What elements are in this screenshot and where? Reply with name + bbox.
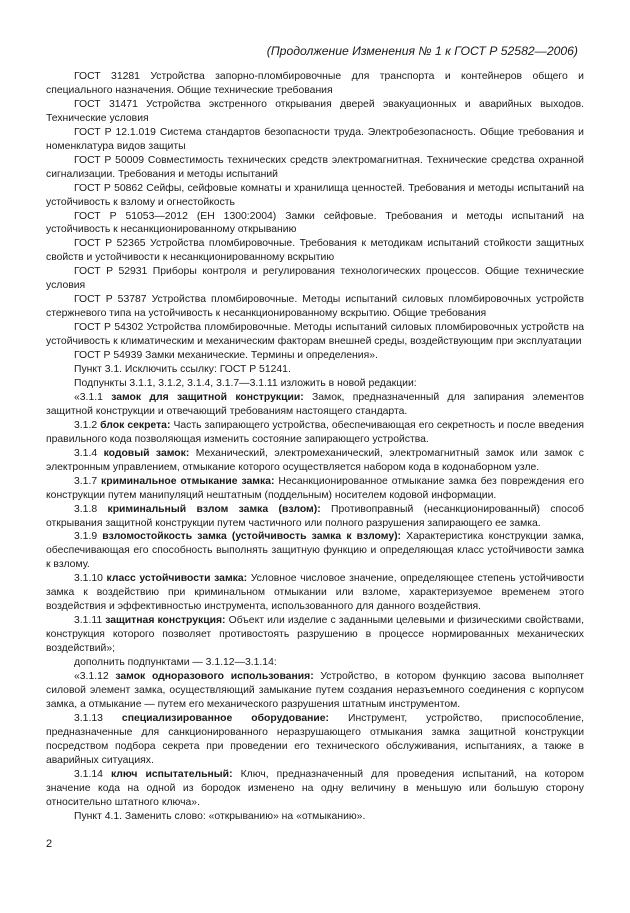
definition-3-1-4: 3.1.4 кодовый замок: Механический, электромеханический, электромагнитный замок или замок с электронным управлением, отмыкание которого осуществляется набором кода в кодонаборном узле.	[46, 447, 584, 473]
definition-3-1-14: 3.1.14 ключ испытательный: Ключ, предназначенный для проведения испытаний, на котором значение кода на одной из бородок изменено на одну величину в меньшую или большую сторону относительно штатного ключа».	[46, 768, 584, 808]
paragraph-ref-52365: ГОСТ Р 52365 Устройства пломбировочные. Требования к методикам испытаний стойкости защитных свойств и устойчивости к несанкционированному вскрытию	[46, 238, 584, 264]
term: специализированное оборудование:	[121, 712, 329, 724]
term: блок секрета:	[100, 419, 171, 431]
term: ключ испытательный:	[110, 768, 233, 780]
term: замок для защитной конструкции:	[111, 391, 304, 403]
paragraph-ref-50009: ГОСТ Р 50009 Совместимость технических средств электромагнитная. Технические средства охранной сигнализации. Требования и методы испытаний	[46, 154, 584, 180]
paragraph-ref-54939: ГОСТ Р 54939 Замки механические. Термины и определения».	[74, 350, 378, 362]
term: взломостойкость замка (устойчивость замка к взлому):	[102, 531, 402, 543]
definition-3-1-2: 3.1.2 блок секрета: Часть запирающего устройства, обеспечивающая его секретность и после введения правильного кода позволяющая изменить состояние запирающего устройства.	[46, 419, 585, 445]
page-number: 2	[46, 838, 53, 850]
definition-3-1-11: 3.1.11 защитная конструкция: Объект или изделие с заданными целевыми и физическими свойствами, конструкция которого позволяет противостоять разрушению в процессе нормированных механических воздействий»;	[46, 615, 584, 655]
term: класс устойчивости замка:	[106, 573, 248, 585]
paragraph-ref-31471: ГОСТ 31471 Устройства экстренного открывания дверей эвакуационных и аварийных выходов. Технические условия	[46, 98, 584, 124]
paragraph-subclauses-intro: Подпункты 3.1.1, 3.1.2, 3.1.4, 3.1.7—3.1.11 изложить в новой редакции:	[74, 377, 417, 389]
paragraph-ref-50862: ГОСТ Р 50862 Сейфы, сейфовые комнаты и хранилища ценностей. Требования и методы испытаний на устойчивость к взлому и огнестойкость	[46, 182, 584, 208]
page-header: (Продолжение Изменения № 1 к ГОСТ Р 52582—2006)	[266, 44, 578, 58]
term: криминальное отмыкание замка:	[101, 475, 275, 487]
paragraph-clause-3-1: Пункт 3.1. Исключить ссылку: ГОСТ Р 51241.	[74, 364, 291, 376]
paragraph-add-subclauses: дополнить подпунктами — 3.1.12—3.1.14:	[74, 657, 277, 669]
paragraph-ref-52931: ГОСТ Р 52931 Приборы контроля и регулирования технологических процессов. Общие технические условия	[46, 266, 584, 292]
term: защитная конструкция:	[105, 615, 226, 627]
paragraph-ref-12-1-019: ГОСТ Р 12.1.019 Система стандартов безопасности труда. Электробезопасность. Общие требования и номенклатура видов защиты	[46, 126, 584, 152]
definition-3-1-12: «3.1.12 замок одноразового использования: Устройство, в котором функцию засова выполняет силовой элемент замка, осуществляющий замыкание путем создания неразъемного соединения с корпусом замка, а отмыкание — путем его механического разрушения штатным инструментом.	[46, 670, 584, 710]
term: кодовый замок:	[103, 447, 190, 459]
definition-3-1-1: «3.1.1 замок для защитной конструкции: Замок, предназначенный для запирания элементов защитной конструкции и отвечающий требованиям настоящего стандарта.	[46, 391, 585, 417]
definition-3-1-10: 3.1.10 класс устойчивости замка: Условное числовое значение, определяющее степень устойчивости замка к воздействию при криминальном отмыкании или взломе, характеризуемое временем этого воздействия и эффективностью инструмента, использованного для данного воздействия.	[46, 573, 584, 613]
document-body	[46, 70, 584, 823]
definition-3-1-13: 3.1.13 специализированное оборудование: Инструмент, устройство, приспособление, предназначенные для санкционированного неразрушающего отмыкания замка защитной конструкции посредством подбора секрета при проведении его технического обслуживания, испытаниях, а также в аварийных ситуациях.	[46, 712, 584, 766]
term: криминальный взлом замка (взлом):	[107, 503, 321, 515]
definition-3-1-8: 3.1.8 криминальный взлом замка (взлом): Противоправный (несанкционированный) способ открывания защитной конструкции путем частичного или полного разрушения запирающего ее замка.	[46, 503, 584, 529]
term: замок одноразового использования:	[115, 670, 314, 682]
definition-3-1-9: 3.1.9 взломостойкость замка (устойчивость замка к взлому): Характеристика конструкции замка, обеспечивающая его способность выполнять защитную функцию и определяющая класс устойчивости замка к взлому.	[46, 531, 584, 571]
definition-3-1-7: 3.1.7 криминальное отмыкание замка: Несанкционированное отмыкание замка без повреждения его конструкции путем манипуляций нештатным (поддельным) носителем кодовой информации.	[46, 475, 585, 501]
paragraph-ref-54302: ГОСТ Р 54302 Устройства пломбировочные. Методы испытаний силовых пломбировочных устройств на устойчивость к климатическим и механическим факторам внешней среды, воздействующим при эксплуатации	[46, 322, 584, 348]
paragraph-clause-4-1: Пункт 4.1. Заменить слово: «открыванию» на «отмыканию».	[74, 810, 366, 822]
paragraph-ref-31281: ГОСТ 31281 Устройства запорно-пломбировочные для транспорта и контейнеров общего и специального назначения. Общие технические требования	[46, 71, 584, 96]
paragraph-ref-53787: ГОСТ Р 53787 Устройства пломбировочные. Методы испытаний силовых пломбировочных устройств стержневого типа на устойчивость к несанкционированному вскрытию. Общие требования	[46, 294, 584, 320]
paragraph-ref-51053: ГОСТ Р 51053—2012 (ЕН 1300:2004) Замки сейфовые. Требования и методы испытаний на устойчивость к несанкционированному открыванию	[46, 210, 584, 236]
